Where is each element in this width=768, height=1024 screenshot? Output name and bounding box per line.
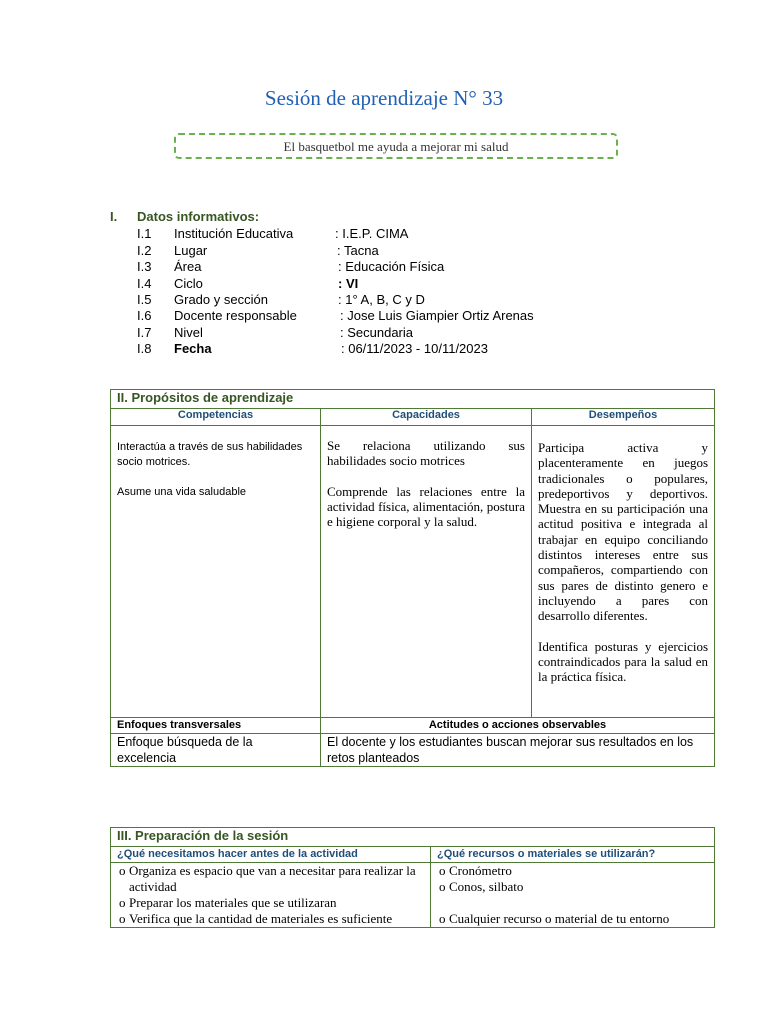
info-label: Grado y sección xyxy=(174,292,268,307)
page-title: Sesión de aprendizaje N° 33 xyxy=(264,86,504,110)
col-actitudes: Actitudes o acciones observables xyxy=(321,718,715,734)
info-num: I.1 xyxy=(137,226,152,241)
recurso-item: o Conos, silbato xyxy=(439,879,708,895)
antes-cell xyxy=(111,863,431,928)
info-label: Ciclo xyxy=(174,276,203,291)
info-label: Docente responsable xyxy=(174,308,297,323)
section3-heading: III. Preparación de la sesión xyxy=(111,828,715,847)
competencia-1: Interactúa a través de sus habilidades socio motrices. xyxy=(117,441,303,468)
info-label: Nivel xyxy=(174,325,203,340)
subtitle-box xyxy=(174,133,618,159)
info-label: Área xyxy=(174,259,202,274)
info-value: : Secundaria xyxy=(340,325,413,340)
info-value: : VI xyxy=(338,276,359,291)
info-num: I.2 xyxy=(137,243,152,258)
section2-heading: II. Propósitos de aprendizaje xyxy=(111,390,715,409)
col-desempenos: Desempeños xyxy=(532,409,715,426)
col-antes: ¿Qué necesitamos hacer antes de la actividad xyxy=(111,847,431,863)
info-value: : Jose Luis Giampier Ortiz Arenas xyxy=(340,308,534,323)
info-value: : I.E.P. CIMA xyxy=(335,226,409,241)
info-label: Fecha xyxy=(174,341,212,356)
col-recursos: ¿Qué recursos o materiales se utilizarán? xyxy=(431,847,715,863)
info-value: : 1° A, B, C y D xyxy=(338,292,425,307)
recurso-item: o Cronómetro xyxy=(439,863,708,879)
desempeno-1: Participa activa y placenteramente en juegos tradicionales o populares, predeportivos y deportivos. Muestra en su participación una actitud positiva e integrada al trabajar en equipo conciliando distintos intereses entre sus compañeros, compartiendo con sus pares de distinto genero e incluyendo a pares con desarrollo diferentes. xyxy=(538,440,709,624)
antes-item: o Preparar los materiales que se utilizaran xyxy=(119,895,424,911)
col-enfoques: Enfoques transversales xyxy=(111,718,321,734)
actitud-cell: El docente y los estudiantes buscan mejorar sus resultados en los retos planteados xyxy=(321,734,715,767)
propositos-table xyxy=(110,389,715,767)
info-num: I.8 xyxy=(137,341,152,356)
info-num: I.3 xyxy=(137,259,152,274)
enfoque-cell: Enfoque búsqueda de la excelencia xyxy=(111,734,321,767)
section1-heading: Datos informativos: xyxy=(137,209,260,224)
info-value: : Tacna xyxy=(337,243,379,258)
capacidad-1: Se relaciona utilizando sus habilidades socio motrices xyxy=(327,438,525,469)
info-num: I.5 xyxy=(137,292,152,307)
info-label: Lugar xyxy=(174,243,208,258)
recursos-cell xyxy=(431,863,715,928)
competencias-cell xyxy=(111,426,321,718)
antes-item: o Verifica que la cantidad de materiales es suficiente xyxy=(119,911,424,927)
competencia-2: Asume una vida saludable xyxy=(117,486,247,498)
info-num: I.4 xyxy=(137,276,152,291)
col-competencias: Competencias xyxy=(111,409,321,426)
info-num: I.6 xyxy=(137,308,152,323)
recurso-item: o Cualquier recurso o material de tu entorno xyxy=(439,911,708,927)
capacidad-2: Comprende las relaciones entre la actividad física, alimentación, postura e higiene corporal y la salud. xyxy=(327,483,525,530)
col-capacidades: Capacidades xyxy=(321,409,532,426)
antes-item: o Organiza es espacio que van a necesitar para realizar la actividad xyxy=(119,863,424,895)
info-value: : 06/11/2023 - 10/11/2023 xyxy=(341,341,488,356)
preparacion-table xyxy=(110,827,715,928)
desempenos-cell xyxy=(532,426,715,718)
info-value: : Educación Física xyxy=(338,259,445,274)
info-label: Institución Educativa xyxy=(174,226,294,241)
section1-number: I. xyxy=(110,209,118,224)
info-num: I.7 xyxy=(137,325,152,340)
desempeno-2: Identifica posturas y ejercicios contraindicados para la salud en la práctica física. xyxy=(538,638,709,685)
subtitle: El basquetbol me ayuda a mejorar mi salud xyxy=(283,139,509,154)
capacidades-cell xyxy=(321,426,532,718)
